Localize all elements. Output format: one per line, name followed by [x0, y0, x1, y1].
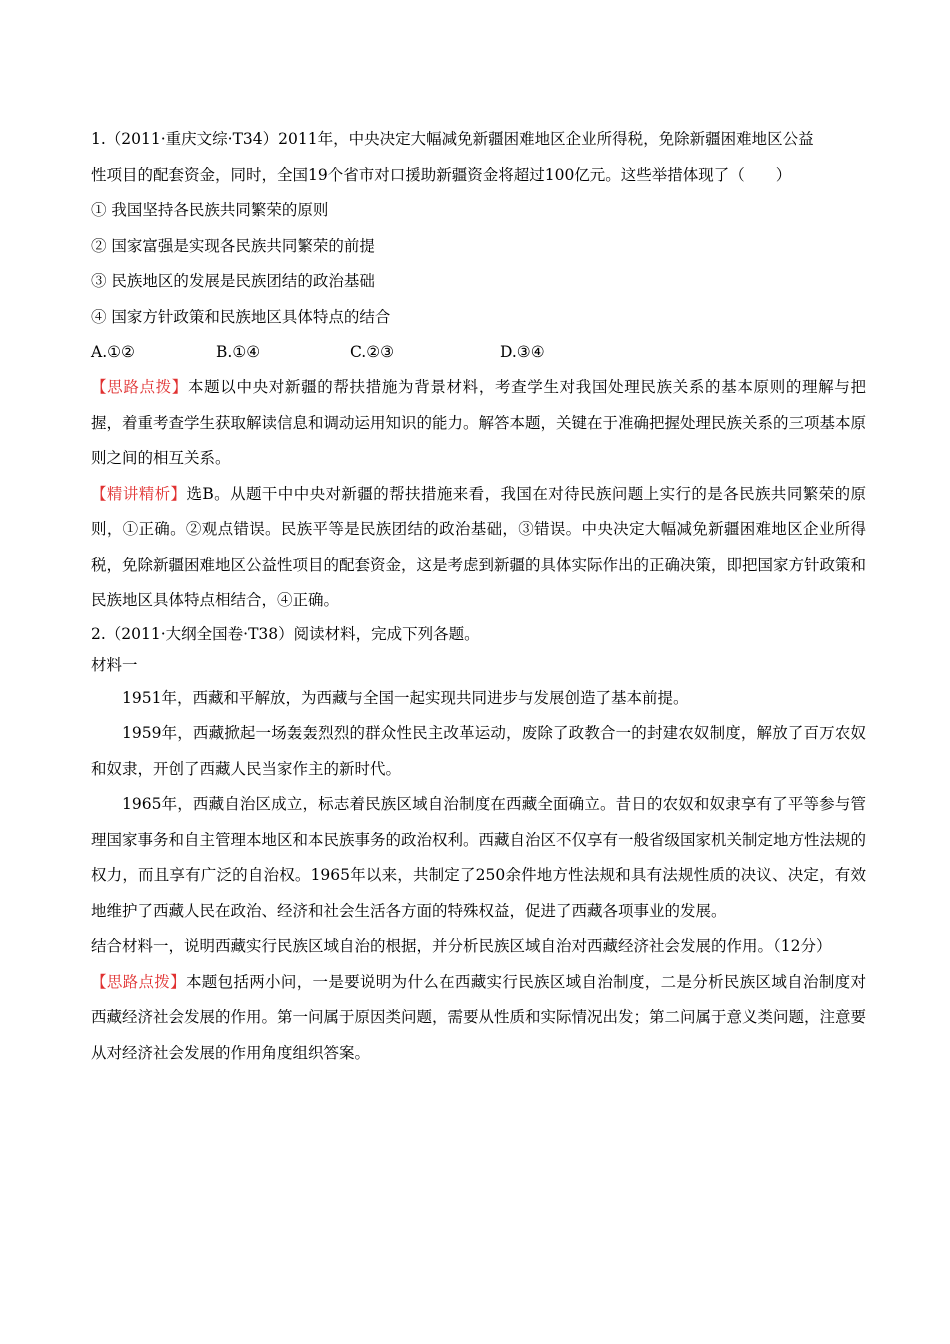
- option-d: D.③④: [500, 343, 545, 361]
- question-2: [91, 619, 866, 1072]
- question-1-stem-line2: 性项目的配套资金，同时，全国19个省市对口援助新疆资金将超过100亿元。这些举措体现了（ ）: [91, 165, 792, 184]
- question-1-options: [91, 335, 866, 370]
- question-1-hint: [91, 370, 866, 477]
- hint-text: 本题包括两小问，一是要说明为什么在西藏实行民族区域自治制度，二是分析民族区域自治制度对西藏经济社会发展的作用。第一问属于原因类问题，需要从性质和实际情况出发；第二问属于意义类问题，注意要从对经济社会发展的作用角度组织答案。: [91, 972, 867, 1062]
- question-2-prompt: 结合材料一，说明西藏实行民族区域自治的根据，并分析民族区域自治对西藏经济社会发展的作用。（12分）: [91, 937, 832, 955]
- material-label: 材料一: [91, 655, 138, 674]
- question-1-analysis: [91, 477, 866, 619]
- option-a: A.①②: [91, 343, 135, 361]
- question-1-stem-line1: 1.（2011·重庆文综·T34）2011年，中央决定大幅减免新疆困难地区企业所得税，免除新疆困难地区公益: [91, 130, 814, 148]
- question-1: [91, 122, 866, 619]
- question-2-stem: 2.（2011·大纲全国卷·T38）阅读材料，完成下列各题。: [91, 624, 480, 643]
- question-1-item-1: ① 我国坚持各民族共同繁荣的原则: [91, 201, 329, 219]
- question-1-item-2: ② 国家富强是实现各民族共同繁荣的前提: [91, 236, 375, 255]
- hint-text: 本题以中央对新疆的帮扶措施为背景材料，考查学生对我国处理民族关系的基本原则的理解与把握，着重考查学生获取解读信息和调动运用知识的能力。解答本题，关键在于准确把握处理民族关系的三项基本原则之间的相互关系。: [91, 378, 867, 467]
- document-body: [91, 122, 866, 1071]
- question-1-item-4: ④ 国家方针政策和民族地区具体特点的结合: [91, 307, 391, 326]
- material-paragraph-2: 1959年，西藏掀起一场轰轰烈烈的群众性民主改革运动，废除了政教合一的封建农奴制度，解放了百万农奴和奴隶，开创了西藏人民当家作主的新时代。: [91, 724, 866, 778]
- hint-tag: 【思路点拨】: [91, 972, 186, 991]
- option-b: B.①④: [216, 343, 261, 361]
- analysis-text: 选B。从题干中中央对新疆的帮扶措施来看，我国在对待民族问题上实行的是各民族共同繁荣的原则，①正确。②观点错误。民族平等是民族团结的政治基础，③错误。中央决定大幅减免新疆困难地区企业所得税，免除新疆困难地区公益性项目的配套资金，这是考虑到新疆的具体实际作出的正确决策，即把国家方针政策和民族地区具体特点相结合，④正确。: [91, 484, 867, 609]
- question-1-item-3: ③ 民族地区的发展是民族团结的政治基础: [91, 272, 375, 290]
- question-2-hint: [91, 965, 866, 1072]
- material-paragraph-1: 1951年，西藏和平解放，为西藏与全国一起实现共同进步与发展创造了基本前提。: [122, 688, 689, 707]
- option-c: C.②③: [350, 343, 395, 361]
- analysis-tag: 【精讲精析】: [91, 484, 187, 503]
- hint-tag: 【思路点拨】: [91, 378, 188, 396]
- material-paragraph-3: 1965年，西藏自治区成立，标志着民族区域自治制度在西藏全面确立。昔日的农奴和奴隶享有了平等参与管理国家事务和自主管理本地区和本民族事务的政治权利。西藏自治区不仅享有一般省级国家机关制定地方性法规的权力，而且享有广泛的自治权。1965年以来，共制定了250余件地方性法规和具有法规性质的决议、决定，有效地维护了西藏人民在政治、经济和社会生活各方面的特殊权益，促进了西藏各项事业的发展。: [91, 795, 867, 920]
